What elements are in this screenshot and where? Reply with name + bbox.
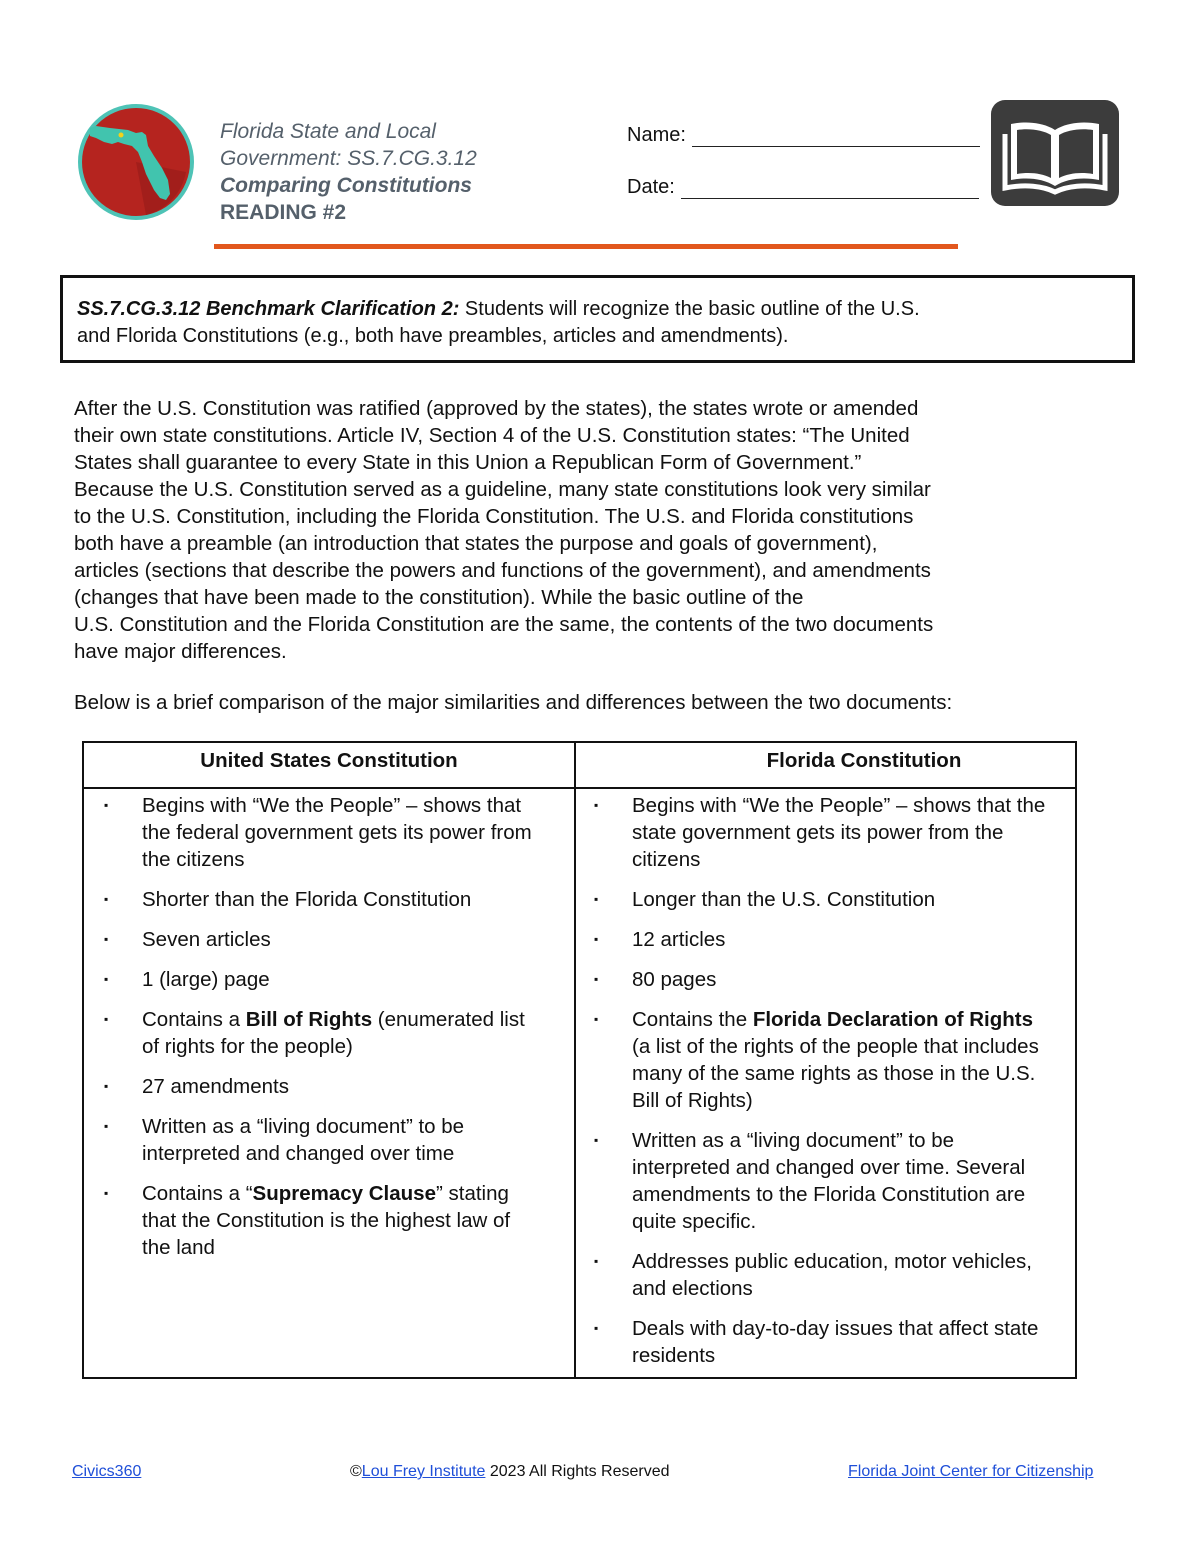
item-text: (a list of the rights of the people that includes many of the same rights as those in the U.S. Bill of Rights) [632,1035,1039,1112]
paragraph-line: After the U.S. Constitution was ratified (approved by the states), the states wrote or amended [74,397,919,420]
item-text: ” stating that the Constitution is the highest law of the land [142,1182,511,1259]
lou-frey-institute-link[interactable]: Lou Frey Institute [361,1463,486,1480]
supremacy-clause-term: Supremacy Clause [252,1182,436,1205]
florida-map-icon [76,102,196,222]
reading-number: READING #2 [220,201,347,224]
name-input-line[interactable] [692,124,980,147]
item-text: Contains a [142,1008,246,1031]
benchmark-title: SS.7.CG.3.12 Benchmark Clarification 2: [77,298,460,320]
item-text: Contains the [632,1008,753,1031]
florida-constitution-list [590,792,1050,1382]
paragraph-line: both have a preamble (an introduction that states the purpose and goals of government), [74,532,878,555]
copyright-symbol: © [350,1463,362,1480]
paragraph-line: to the U.S. Constitution, including the Florida Constitution. The U.S. and Florida constitutions [74,505,914,528]
us-constitution-header: United States Constitution [200,749,458,772]
civics360-link[interactable]: Civics360 [72,1463,142,1480]
comparison-intro: Below is a brief comparison of the major similarities and differences between the two documents: [74,691,953,714]
comparison-table [82,741,1077,1379]
florida-joint-center-link[interactable]: Florida Joint Center for Citizenship [848,1463,1094,1480]
copyright-notice [350,1463,670,1481]
list-item: ▪ Addresses public education, motor vehicles, and elections [590,1248,1050,1302]
list-item: ▪ Shorter than the Florida Constitution [100,886,540,913]
list-item: ▪ 12 articles [590,926,1050,953]
open-book-icon [991,100,1119,206]
list-item: ▪ 1 (large) page [100,966,540,993]
bill-of-rights-term: Bill of Rights [245,1008,373,1031]
date-field[interactable] [627,171,980,199]
date-label: Date: [627,176,675,198]
list-item: ▪ Begins with “We the People” – shows that the federal government gets its power from the citizens [100,792,540,873]
rights-text: 2023 All Rights Reserved [485,1463,670,1480]
declaration-of-rights-term: Florida Declaration of Rights [752,1008,1034,1031]
benchmark-text-line2: and Florida Constitutions (e.g., both have preambles, articles and amendments). [77,325,789,347]
list-item: ▪ Begins with “We the People” – shows that the state government gets its power from the citizens [590,792,1050,873]
header-titles [220,118,477,226]
table-column-divider [574,743,576,1377]
benchmark-text-line1: Students will recognize the basic outline of the U.S. [459,298,920,320]
student-fields [627,119,980,199]
item-text: Contains a “ [142,1182,253,1205]
list-item [100,1006,540,1060]
course-title: Florida State and Local [220,120,436,143]
benchmark-code: Government: SS.7.CG.3.12 [220,147,477,170]
list-item: ▪ Written as a “living document” to be interpreted and changed over time. Several amendments to the Florida Constitution are quite specific. [590,1127,1050,1235]
paragraph-line: articles (sections that describe the powers and functions of the government), and amendments [74,559,931,582]
benchmark-clarification-box [60,275,1135,363]
list-item: ▪ 27 amendments [100,1073,540,1100]
item-text: (enumerated list of rights for the people) [142,1008,525,1058]
lesson-title: Comparing Constitutions [220,174,472,197]
us-constitution-list [100,792,540,1274]
date-input-line[interactable] [681,176,979,199]
intro-paragraph [74,395,1084,665]
paragraph-line: (changes that have been made to the constitution). While the basic outline of the [74,586,804,609]
paragraph-line: U.S. Constitution and the Florida Constitution are the same, the contents of the two documents [74,613,934,636]
list-item: ▪ Seven articles [100,926,540,953]
paragraph-line: have major differences. [74,640,287,663]
header-divider [214,244,958,249]
paragraph-line: States shall guarantee to every State in this Union a Republican Form of Government.” [74,451,862,474]
name-label: Name: [627,124,686,146]
florida-logo [76,102,196,222]
list-item [590,1006,1050,1114]
paragraph-line: their own state constitutions. Article IV, Section 4 of the U.S. Constitution states: “The United [74,424,910,447]
list-item: ▪ Longer than the U.S. Constitution [590,886,1050,913]
florida-constitution-header: Florida Constitution [766,749,962,772]
list-item: ▪ Deals with day-to-day issues that affect state residents [590,1315,1050,1369]
list-item: ▪ Written as a “living document” to be interpreted and changed over time [100,1113,540,1167]
paragraph-line: Because the U.S. Constitution served as a guideline, many state constitutions look very similar [74,478,931,501]
name-field[interactable] [627,119,980,147]
list-item [100,1180,540,1261]
list-item: ▪ 80 pages [590,966,1050,993]
